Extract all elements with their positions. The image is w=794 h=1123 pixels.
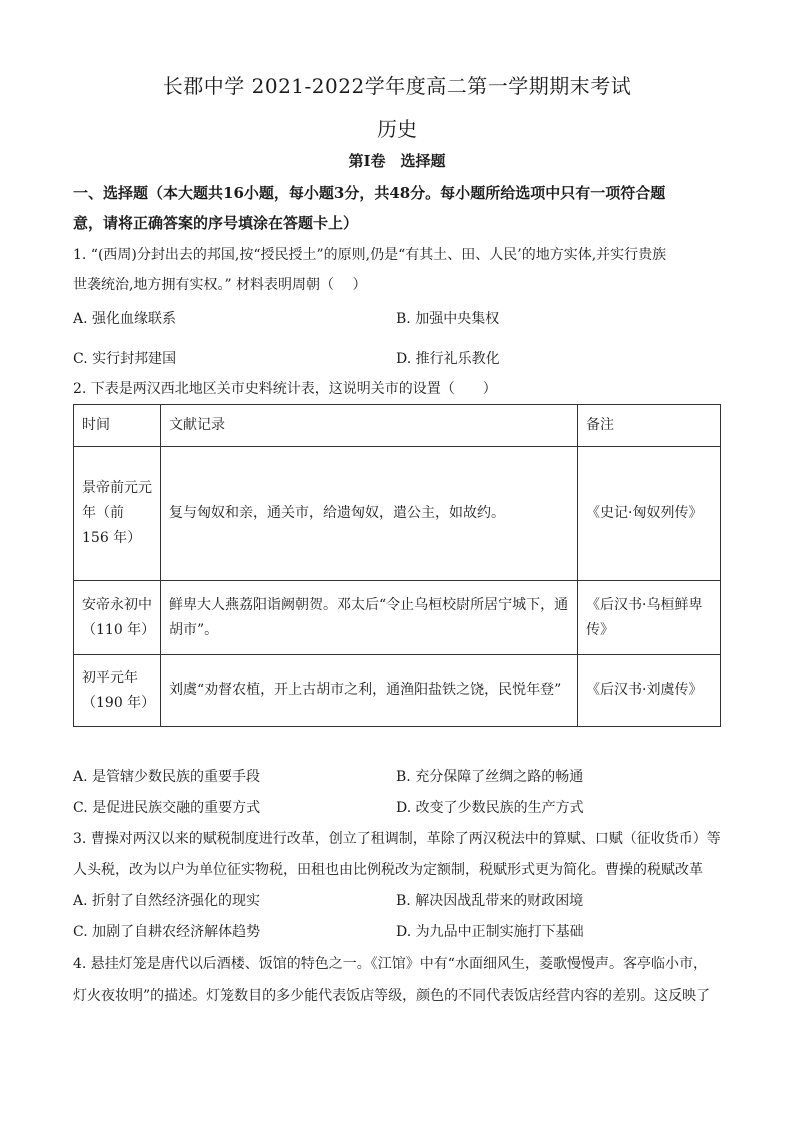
q2-stem: 2. 下表是两汉西北地区关市史料统计表，这说明关市的设置（ ） xyxy=(73,381,497,397)
q4-stem-line-1: 4. 悬挂灯笼是唐代以后酒楼、饭馆的特色之一。《江馆》中有“水面细风生，菱歌慢慢声。客亭临小市， xyxy=(73,956,707,972)
table-row xyxy=(74,447,721,581)
exam-title: 长郡中学 2021-2022学年度高二第一学期期末考试 xyxy=(162,74,632,98)
table-row xyxy=(74,581,721,655)
subject-title: 历史 xyxy=(377,117,417,141)
row-record: 鲜卑大人燕荔阳诣阙朝贺。邓太后“令止乌桓校尉所居宁城下，通胡市”。 xyxy=(161,581,578,655)
q3-option-c[interactable]: C. 加剧了自耕农经济解体趋势 xyxy=(73,924,261,940)
row-note: 《后汉书·刘虞传》 xyxy=(578,655,721,727)
part-heading: 第Ⅰ卷 选择题 xyxy=(348,152,446,170)
q2-option-b[interactable]: B. 充分保障了丝绸之路的畅通 xyxy=(396,769,584,785)
row-time: 初平元年（190 年） xyxy=(74,655,161,727)
row-time: 安帝永初中（110 年） xyxy=(74,581,161,655)
row-note: 《后汉书·乌桓鲜卑传》 xyxy=(578,581,721,655)
section-instruction-line-1: 一、选择题（本大题共16小题，每小题3分，共48分。每小题所给选项中只有一项符合题 xyxy=(73,184,666,202)
q1-option-d[interactable]: D. 推行礼乐教化 xyxy=(396,351,500,367)
market-history-table xyxy=(73,404,721,727)
q3-option-a[interactable]: A. 折射了自然经济强化的现实 xyxy=(73,893,261,909)
q3-stem-line-1: 3. 曹操对两汉以来的赋税制度进行改革，创立了租调制，革除了两汉税法中的算赋、口赋（征收货币）等 xyxy=(73,831,721,847)
row-record: 刘虞“劝督农植，开上古胡市之利，通渔阳盐铁之饶，民悦年登” xyxy=(161,655,578,727)
table-row xyxy=(74,655,721,727)
q1-stem-line-2: 世袭统治,地方拥有实权。” 材料表明周朝（ ） xyxy=(73,277,367,293)
q2-option-a[interactable]: A. 是管辖少数民族的重要手段 xyxy=(73,769,261,785)
q2-option-c[interactable]: C. 是促进民族交融的重要方式 xyxy=(73,800,261,816)
row-record: 复与匈奴和亲，通关市，给遗匈奴，遣公主，如故约。 xyxy=(161,447,578,581)
q1-option-c[interactable]: C. 实行封邦建国 xyxy=(73,351,177,367)
header-record: 文献记录 xyxy=(161,405,578,447)
row-time: 景帝前元元年（前 156 年） xyxy=(74,447,161,581)
row-note: 《史记·匈奴列传》 xyxy=(578,447,721,581)
header-note: 备注 xyxy=(578,405,721,447)
q3-stem-line-2: 人头税，改为以户为单位征实物税，田租也由比例税改为定额制，税赋形式更为简化。曹操的税赋改革 xyxy=(73,862,703,878)
q3-option-d[interactable]: D. 为九品中正制实施打下基础 xyxy=(396,924,584,940)
table-header-row xyxy=(74,405,721,447)
q4-stem-line-2: 灯火夜妆明”的描述。灯笼数目的多少能代表饭店等级，颜色的不同代表饭店经营内容的差别。这反映了 xyxy=(73,988,711,1004)
q1-option-b[interactable]: B. 加强中央集权 xyxy=(396,311,500,327)
q1-stem-line-1: 1. “(西周)分封出去的邦国,按“授民授土”的原则,仍是“有其土、田、人民’的地方实体,并实行贵族 xyxy=(73,247,667,263)
q1-option-a[interactable]: A. 强化血缘联系 xyxy=(73,311,177,327)
section-instruction-line-2: 意，请将正确答案的序号填涂在答题卡上） xyxy=(73,214,359,232)
header-time: 时间 xyxy=(74,405,161,447)
q3-option-b[interactable]: B. 解决因战乱带来的财政困境 xyxy=(396,893,584,909)
q2-option-d[interactable]: D. 改变了少数民族的生产方式 xyxy=(396,800,584,816)
